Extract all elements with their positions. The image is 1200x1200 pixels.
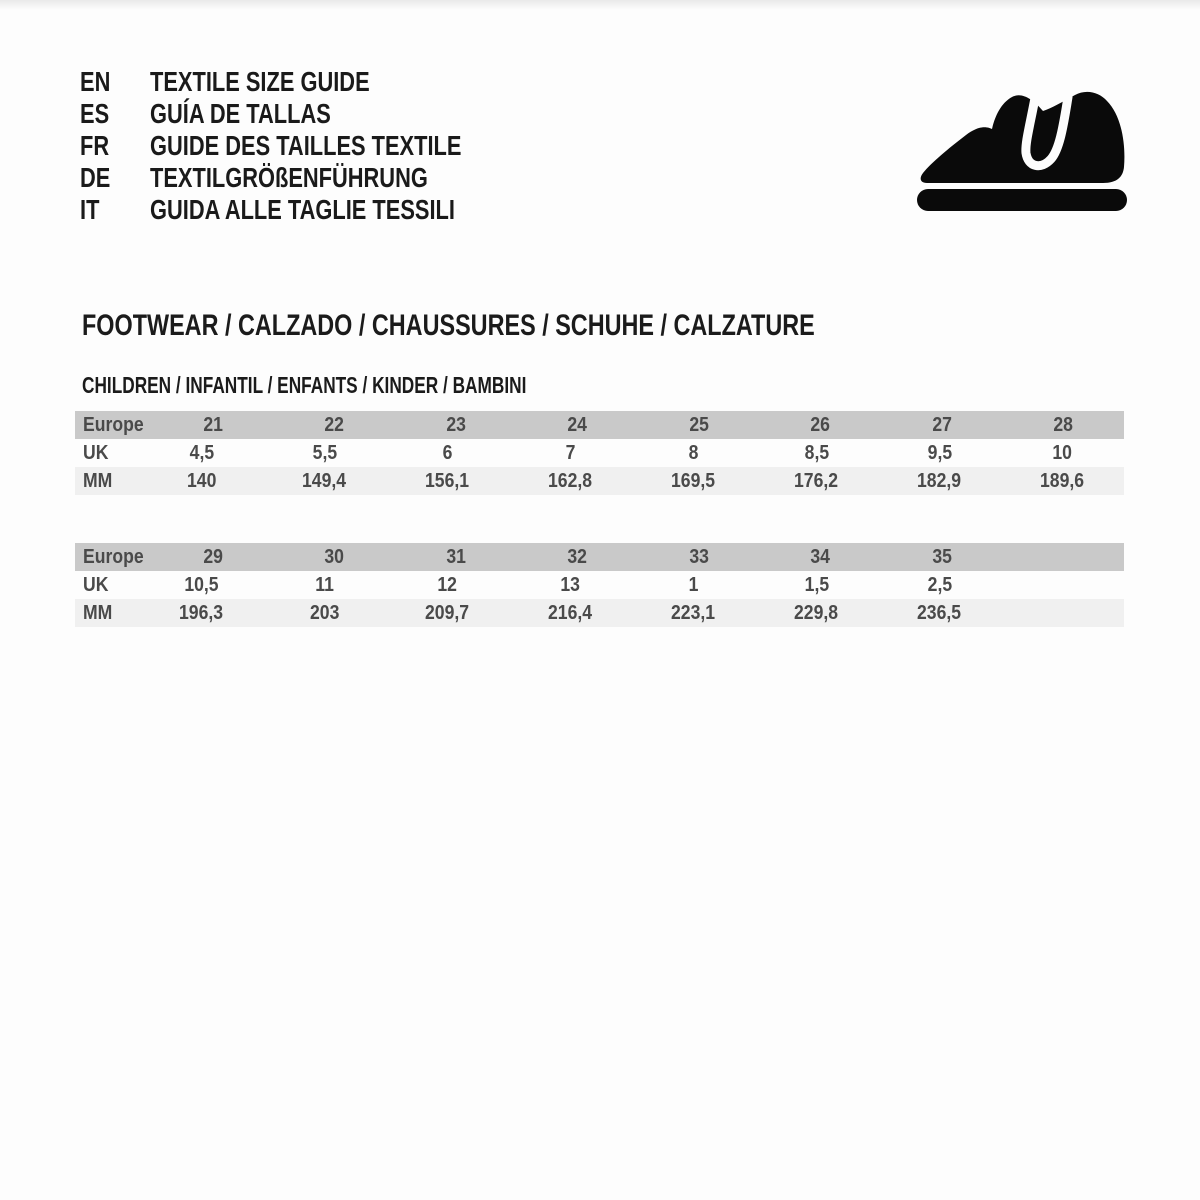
top-edge-shading (0, 0, 1200, 10)
cell: 162,8 (548, 469, 593, 492)
cell: 12 (437, 573, 458, 596)
cell: 223,1 (671, 601, 716, 624)
cell: 7 (565, 441, 576, 464)
cell: 182,9 (917, 469, 962, 492)
cell: 10 (1052, 441, 1073, 464)
lang-row-fr (80, 130, 549, 162)
lang-row-en (80, 66, 549, 98)
cell: 196,3 (179, 601, 224, 624)
table-row-uk (75, 571, 1124, 599)
table-row-mm (75, 599, 1124, 627)
size-table-children-2 (75, 543, 1124, 627)
lang-code: FR (80, 130, 110, 161)
cell: 229,8 (794, 601, 839, 624)
lang-code: ES (80, 98, 110, 129)
cell: 209,7 (425, 601, 470, 624)
lang-title: TEXTILGRÖßENFÜHRUNG (150, 162, 428, 193)
cell: 23 (445, 413, 466, 436)
cell: 8,5 (804, 441, 829, 464)
cell: 25 (688, 413, 709, 436)
size-table-children-1 (75, 411, 1124, 495)
section-title: FOOTWEAR / CALZADO / CHAUSSURES / SCHUHE / CALZATURE (82, 309, 815, 342)
cell: 216,4 (548, 601, 593, 624)
lang-title: GUÍA DE TALLAS (150, 98, 331, 129)
table-row-europe (75, 543, 1124, 571)
cell: 236,5 (917, 601, 962, 624)
cell: 156,1 (425, 469, 470, 492)
cell: 8 (688, 441, 699, 464)
lang-title: GUIDE DES TAILLES TEXTILE (150, 130, 462, 161)
cell: 31 (445, 545, 466, 568)
lang-code: EN (80, 66, 111, 97)
lang-title: GUIDA ALLE TAGLIE TESSILI (150, 194, 455, 225)
row-label: MM (83, 469, 113, 492)
cell: 34 (810, 545, 831, 568)
cell: 35 (931, 545, 952, 568)
lang-code: IT (80, 194, 100, 225)
table-row-europe (75, 411, 1124, 439)
cell: 21 (202, 413, 223, 436)
row-label: UK (83, 441, 109, 464)
cell: 13 (560, 573, 581, 596)
cell: 189,6 (1040, 469, 1085, 492)
cell: 28 (1053, 413, 1074, 436)
language-title-list (80, 66, 549, 226)
cell: 176,2 (794, 469, 839, 492)
cell: 11 (315, 573, 334, 596)
cell: 30 (324, 545, 344, 568)
cell: 32 (567, 545, 587, 568)
cell: 1,5 (804, 573, 829, 596)
row-label: Europe (83, 545, 144, 568)
table-row-mm (75, 467, 1124, 495)
cell: 4,5 (189, 441, 214, 464)
cell: 1 (688, 573, 699, 596)
cell: 26 (810, 413, 831, 436)
lang-code: DE (80, 162, 111, 193)
lang-row-es (80, 98, 549, 130)
cell: 27 (931, 413, 952, 436)
section-subtitle: CHILDREN / INFANTIL / ENFANTS / KINDER / BAMBINI (82, 372, 527, 398)
cell: 10,5 (184, 573, 219, 596)
cell: 203 (309, 601, 340, 624)
lang-title: TEXTILE SIZE GUIDE (150, 66, 370, 97)
cell: 24 (567, 413, 587, 436)
row-label: UK (83, 573, 109, 596)
cell: 22 (324, 413, 344, 436)
cell: 29 (202, 545, 223, 568)
cell: 149,4 (302, 469, 347, 492)
cell: 9,5 (927, 441, 952, 464)
cell: 5,5 (312, 441, 337, 464)
cell: 140 (186, 469, 217, 492)
cell: 2,5 (927, 573, 952, 596)
row-label: Europe (83, 413, 144, 436)
cell: 6 (442, 441, 453, 464)
shoe-icon (905, 85, 1135, 215)
row-label: MM (83, 601, 113, 624)
cell: 169,5 (671, 469, 716, 492)
lang-row-de (80, 162, 549, 194)
table-row-uk (75, 439, 1124, 467)
cell: 33 (688, 545, 709, 568)
lang-row-it (80, 194, 549, 226)
